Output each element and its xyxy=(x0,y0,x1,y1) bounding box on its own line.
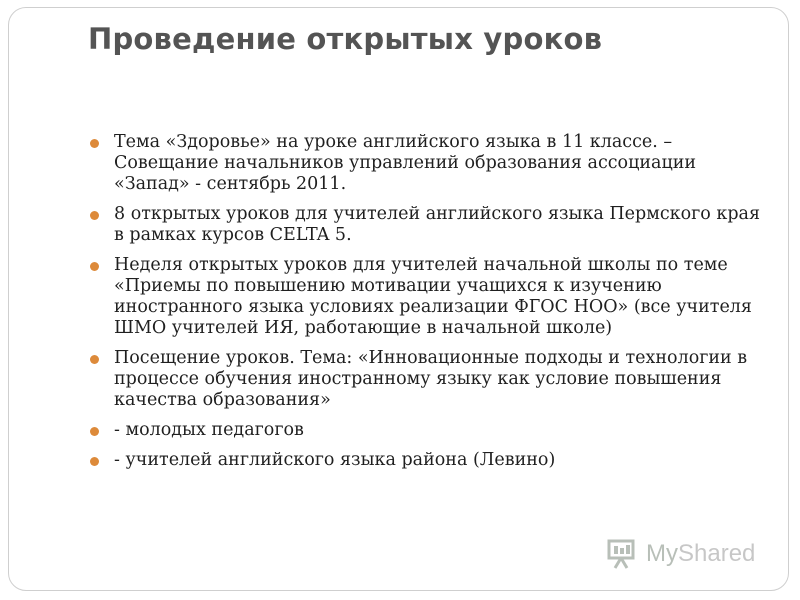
bullet-item xyxy=(90,348,760,411)
bullet-dot-icon xyxy=(90,211,99,220)
bullet-text: Посещение уроков. Тема: «Инновационные подходы и технологии в процессе обучения иностранному языку как условие повышения качества образования» xyxy=(114,348,748,410)
bullet-item xyxy=(90,420,760,441)
bullet-dot-icon xyxy=(90,427,99,436)
bullet-text: - молодых педагогов xyxy=(114,420,304,440)
presentation-board-icon xyxy=(606,538,642,570)
bullet-text: Неделя открытых уроков для учителей начальной школы по теме «Приемы по повышению мотивации учащихся к изучению иностранного языка условиях реализации ФГОС НОО» (все учителя ШМО учителей ИЯ, работающие в начальной школе) xyxy=(114,255,752,338)
watermark-text-prefix: My xyxy=(646,540,678,567)
bullet-dot-icon xyxy=(90,262,99,271)
watermark-text-suffix: Shared xyxy=(678,540,756,567)
bullet-dot-icon xyxy=(90,355,99,364)
bullet-text: Тема «Здоровье» на уроке английского языка в 11 классе. – Совещание начальников управлений образования ассоциации «Запад» - сентябрь 2011. xyxy=(114,132,697,194)
bullet-list xyxy=(90,132,760,480)
bullet-item xyxy=(90,204,760,246)
bullet-item xyxy=(90,255,760,339)
bullet-dot-icon xyxy=(90,139,99,148)
slide-title: Проведение открытых уроков xyxy=(88,22,603,56)
bullet-item xyxy=(90,132,760,195)
watermark-text xyxy=(646,540,755,568)
bullet-dot-icon xyxy=(90,457,99,466)
watermark-logo xyxy=(606,536,755,572)
bullet-text: 8 открытых уроков для учителей английского языка Пермского края в рамках курсов CELTA 5. xyxy=(114,204,760,245)
bullet-item xyxy=(90,450,760,471)
bullet-text: - учителей английского языка района (Левино) xyxy=(114,450,556,470)
